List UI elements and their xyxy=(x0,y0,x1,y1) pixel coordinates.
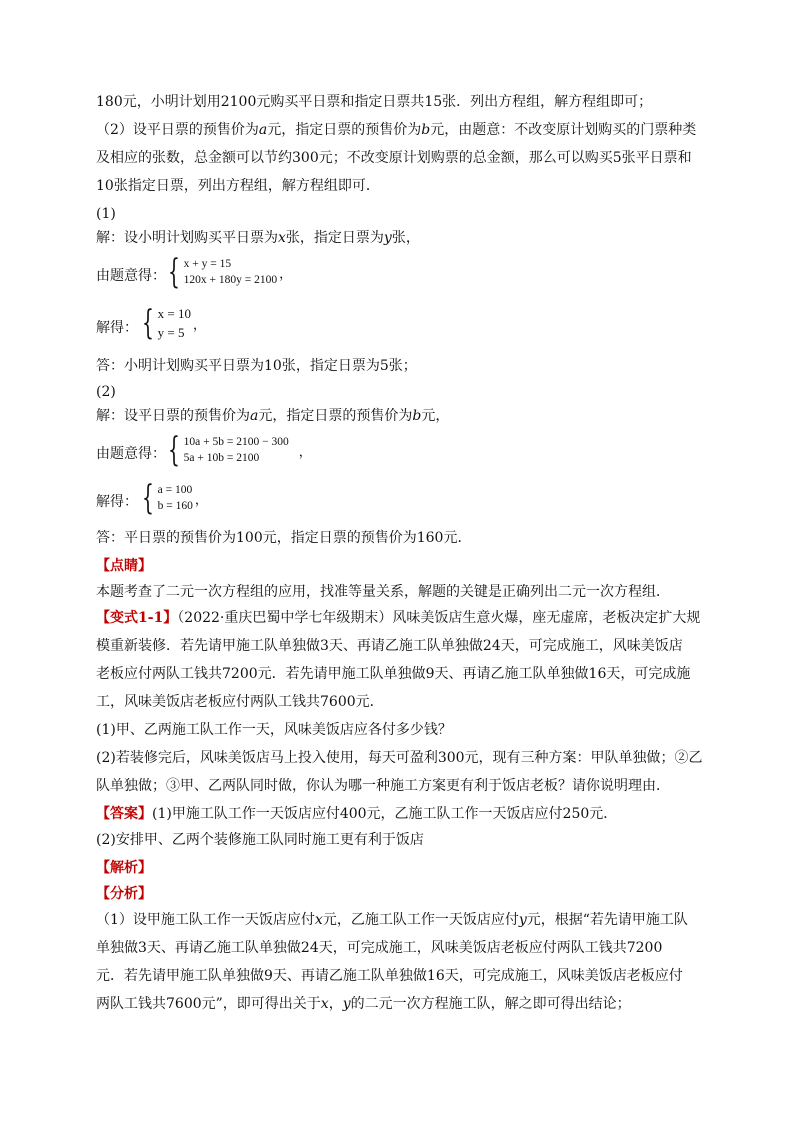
punctuation: ， xyxy=(279,266,293,282)
equation: y = 5 xyxy=(157,325,185,340)
text-line: (2)安排甲、乙两个装修施工队同时施工更有利于饭店 xyxy=(96,832,424,848)
variable: x xyxy=(278,230,286,246)
variable: a xyxy=(258,122,268,138)
text-line xyxy=(96,994,631,1014)
text-line: 本题考查了二元一次方程组的应用，找准等量关系，解题的关键是正确列出二元一次方程组． xyxy=(96,584,670,600)
text-line: 老板应付两队工钱共7200元．若先请甲施工队单独做9天、再请乙施工队单独做16天，可完成施 xyxy=(96,666,691,682)
punctuation: ， xyxy=(298,444,312,460)
text-segment: 元，根据“若先请甲施工队 xyxy=(526,912,688,928)
text-segment: 两队工钱共7600元”，即可得出关于 xyxy=(96,996,321,1012)
equation: x + y = 15 xyxy=(183,258,232,270)
text-line: (2)若装修完后，风味美饭店马上投入使用，每天可盈利300元，现有三种方案：甲队单独做；②乙 xyxy=(96,750,703,766)
equations xyxy=(184,434,289,466)
section-number: (2) xyxy=(96,384,116,400)
variable: y xyxy=(383,230,392,246)
text-segment: 张， xyxy=(391,230,420,246)
text-line: 答：小明计划购买平日票为10张，指定日票为5张； xyxy=(96,358,417,374)
text-line: 及相应的张数，总金额可以节约300元；不改变原计划购票的总金额，那么可以购买5张平日票和 xyxy=(96,150,692,166)
text-segment: 张，指定日票为 xyxy=(285,230,384,246)
text-segment: 的二元一次方程施工队，解之即可得出结论； xyxy=(350,996,631,1012)
text-segment: （1）设甲施工队工作一天饭店应付 xyxy=(96,912,315,928)
text-segment: 元， xyxy=(421,408,450,424)
variable: x xyxy=(314,912,323,928)
equation: a = 100 xyxy=(157,484,193,496)
variable: y xyxy=(342,996,351,1012)
brace-icon: { xyxy=(142,303,154,343)
section-heading: 【分析】 xyxy=(96,886,152,902)
brace-icon: { xyxy=(168,252,180,292)
text-line xyxy=(96,228,420,248)
text-segment: 解：设小明计划购买平日票为 xyxy=(96,230,278,246)
text-line: 由题意得： xyxy=(96,268,166,284)
section-heading: 【变式1-1】 xyxy=(96,610,178,626)
text-line xyxy=(96,804,617,824)
equation: 5a + 10b = 2100 xyxy=(183,452,260,464)
text-line xyxy=(96,910,688,930)
text-segment: （2）设平日票的预售价为 xyxy=(96,122,259,138)
text-line: 模重新装修．若先请甲施工队单独做3天、再请乙施工队单独做24天，可完成施工，风味美饭店 xyxy=(96,638,683,654)
equation: b = 160 xyxy=(157,500,193,512)
text-segment: 元，指定日票的预售价为 xyxy=(258,408,413,424)
equations xyxy=(158,482,193,514)
equation-system xyxy=(168,252,293,292)
equations xyxy=(158,304,191,342)
punctuation: ， xyxy=(192,317,206,333)
equation: 120x + 180y = 2100 xyxy=(183,274,278,286)
text-line: 单独做3天、再请乙施工队单独做24天，可完成施工，风味美饭店老板应付两队工钱共7200 xyxy=(96,940,663,956)
text-line xyxy=(96,120,696,140)
text-line: 由题意得： xyxy=(96,446,166,462)
variable: b xyxy=(421,122,431,138)
variable: a xyxy=(250,408,259,424)
text-segment: 元，乙施工队工作一天饭店应付 xyxy=(322,912,519,928)
section-heading: 【答案】 xyxy=(96,806,152,822)
text-line: 工，风味美饭店老板应付两队工钱共7600元． xyxy=(96,694,384,710)
text-segment: 解：设平日票的预售价为 xyxy=(96,408,250,424)
brace-icon: { xyxy=(168,430,180,470)
text-segment: 元，指定日票的预售价为 xyxy=(267,122,422,138)
text-line: 解得： xyxy=(96,494,138,510)
equation-system xyxy=(142,304,206,342)
equation: 10a + 5b = 2100 − 300 xyxy=(183,436,289,448)
text-line: (1)甲、乙两施工队工作一天，风味美饭店应各付多少钱？ xyxy=(96,722,452,738)
text-line: 10张指定日票，列出方程组，解方程组即可． xyxy=(96,178,380,194)
text-line: 解得： xyxy=(96,320,138,336)
text-line xyxy=(96,406,449,426)
equation-system xyxy=(168,430,312,470)
text-segment: （2022·重庆巴蜀中学七年级期末）风味美饭店生意火爆，座无虚席，老板决定扩大规 xyxy=(177,610,701,626)
text-line: 队单独做；③甲、乙两队同时做，你认为哪一种施工方案更有利于饭店老板？请你说明理由． xyxy=(96,778,670,794)
text-segment: (1)甲施工队工作一天饭店应付400元，乙施工队工作一天饭店应付250元． xyxy=(152,806,618,822)
equation: x = 10 xyxy=(157,306,191,321)
brace-icon: { xyxy=(142,478,154,518)
text-line: 元．若先请甲施工队单独做9天、再请乙施工队单独做16天，可完成施工，风味美饭店老板应付 xyxy=(96,968,683,984)
text-line: 答：平日票的预售价为100元，指定日票的预售价为160元． xyxy=(96,530,472,546)
punctuation: ， xyxy=(194,492,208,508)
text-segment: 元，由题意：不改变原计划购买的门票种类 xyxy=(430,122,697,138)
section-number: (1) xyxy=(96,206,116,222)
text-segment: ， xyxy=(328,996,343,1012)
variable: x xyxy=(320,996,329,1012)
variable: b xyxy=(412,408,422,424)
variable: y xyxy=(518,912,527,928)
equation-system xyxy=(142,478,208,518)
equations xyxy=(184,256,277,288)
section-heading: 【解析】 xyxy=(96,860,152,876)
text-line: 180元，小明计划用2100元购买平日票和指定日票共15张．列出方程组，解方程组即可； xyxy=(96,94,653,110)
text-line xyxy=(96,608,700,628)
section-heading: 【点睛】 xyxy=(96,558,152,574)
